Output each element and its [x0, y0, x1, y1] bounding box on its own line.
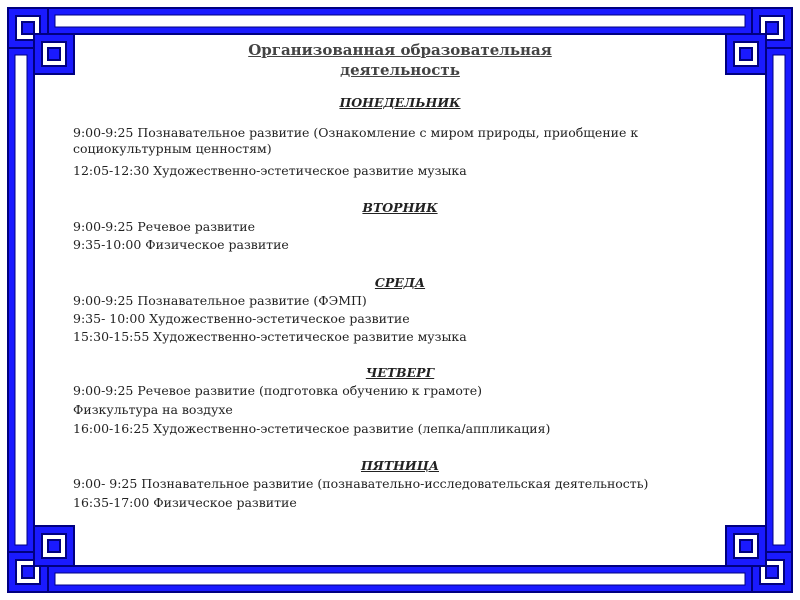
day-friday-heading: ПЯТНИЦА [360, 458, 439, 473]
schedule-line: 9:35- 10:00 Художественно-эстетическое развитие [73, 311, 410, 326]
schedule-line: Физкультура на воздухе [73, 402, 233, 417]
schedule-line: 9:35-10:00 Физическое развитие [73, 237, 289, 252]
day-wednesday-heading: СРЕДА [374, 275, 426, 290]
schedule-line: 12:05-12:30 Художественно-эстетическое развитие музыка [73, 163, 467, 178]
day-thursday-heading: ЧЕТВЕРГ [365, 365, 435, 380]
schedule-line: 9:00-9:25 Познавательное развитие (Ознакомление с миром природы, приобщение к социокультурным ценностям) [73, 125, 639, 156]
day-tuesday-heading: ВТОРНИК [362, 200, 438, 215]
day-monday-heading: ПОНЕДЕЛЬНИК [339, 95, 461, 110]
schedule-line: 9:00-9:25 Речевое развитие [73, 219, 256, 234]
schedule-line: 9:00- 9:25 Познавательное развитие (познавательно-исследовательская деятельность) [73, 476, 649, 491]
schedule-line: 15:30-15:55 Художественно-эстетическое развитие музыка [73, 329, 467, 344]
schedule-line: 9:00-9:25 Познавательное развитие (ФЭМП) [73, 293, 367, 308]
schedule-line: 16:00-16:25 Художественно-эстетическое развитие (лепка/аппликация) [73, 421, 551, 436]
schedule-line: 9:00-9:25 Речевое развитие (подготовка обучению к грамоте) [73, 383, 483, 398]
schedule-line: 16:35-17:00 Физическое развитие [73, 495, 297, 510]
page-title: Организованная образовательная деятельность [248, 41, 552, 79]
